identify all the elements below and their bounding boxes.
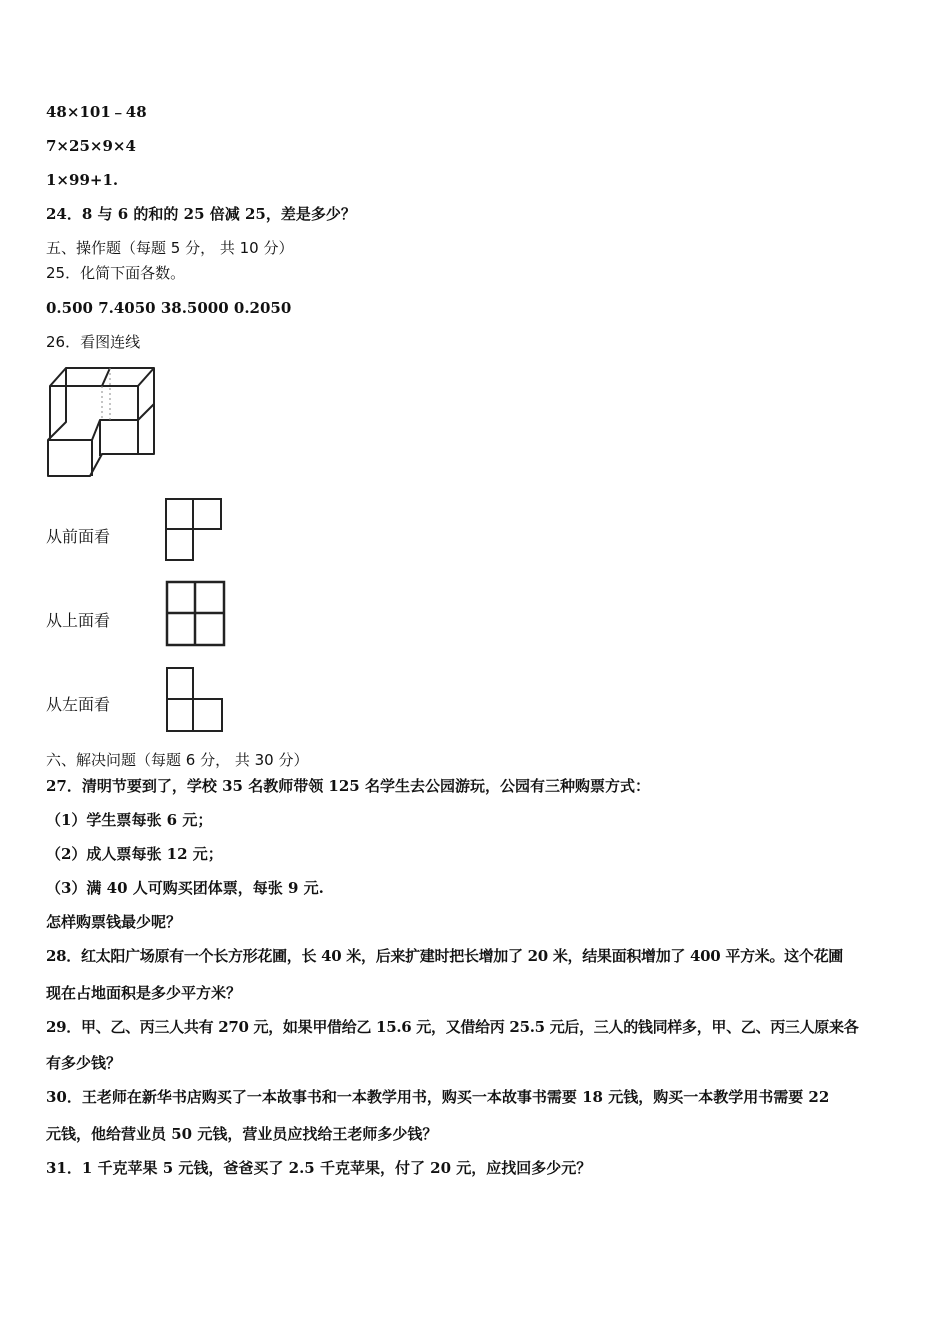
question-27-option-1: （1）学生票每张 6 元； xyxy=(46,811,213,829)
question-28-line-1: 28．红太阳广场原有一个长方形花圃，长 40 米，后来扩建时把长增加了 20 米，结果面积增加了 400 平方米。这个花圃 xyxy=(46,947,843,965)
question-24: 24．8 与 6 的和的 25 倍减 25，差是多少？ xyxy=(46,205,356,223)
top-view-figure xyxy=(164,579,228,649)
question-31: 31．1 千克苹果 5 元钱，爸爸买了 2.5 千克苹果，付了 20 元，应找回多少元？ xyxy=(46,1159,592,1177)
question-27-option-3: （3）满 40 人可购买团体票，每张 9 元. xyxy=(46,879,324,897)
view-label-left: 从左面看 xyxy=(46,695,111,714)
view-label-front: 从前面看 xyxy=(46,527,111,546)
question-25-numbers: 0.500 7.4050 38.5000 0.2050 xyxy=(46,299,292,317)
question-25-title: 25．化简下面各数。 xyxy=(46,264,186,282)
front-view-figure xyxy=(163,496,225,564)
block-figure xyxy=(44,364,160,482)
question-26-title: 26．看图连线 xyxy=(46,333,141,351)
question-30-line-2: 元钱，他给营业员 50 元钱，营业员应找给王老师多少钱？ xyxy=(46,1125,438,1143)
question-29-line-1: 29．甲、乙、丙三人共有 270 元，如果甲借给乙 15.6 元，又借给丙 25.5 元后，三人的钱同样多，甲、乙、丙三人原来各 xyxy=(46,1018,859,1036)
question-27-ask: 怎样购票钱最少呢？ xyxy=(46,913,182,931)
question-27-title: 27．清明节要到了，学校 35 名教师带领 125 名学生去公园游玩，公园有三种购票方式： xyxy=(46,777,650,795)
calc-line-1: 48×101﹣48 xyxy=(46,103,147,121)
view-label-top: 从上面看 xyxy=(46,611,111,630)
question-28-line-2: 现在占地面积是多少平方米？ xyxy=(46,984,242,1002)
question-30-line-1: 30．王老师在新华书店购买了一本故事书和一本教学用书，购买一本故事书需要 18 元钱，购买一本教学用书需要 22 xyxy=(46,1088,830,1106)
question-29-line-2: 有多少钱？ xyxy=(46,1054,122,1072)
section-6-heading: 六、解决问题（每题 6 分， 共 30 分） xyxy=(46,751,309,769)
calc-line-3: 1×99+1. xyxy=(46,171,119,189)
calc-line-2: 7×25×9×4 xyxy=(46,137,136,155)
question-27-option-2: （2）成人票每张 12 元； xyxy=(46,845,223,863)
section-5-heading: 五、操作题（每题 5 分， 共 10 分） xyxy=(46,239,294,257)
left-view-figure xyxy=(164,665,226,735)
